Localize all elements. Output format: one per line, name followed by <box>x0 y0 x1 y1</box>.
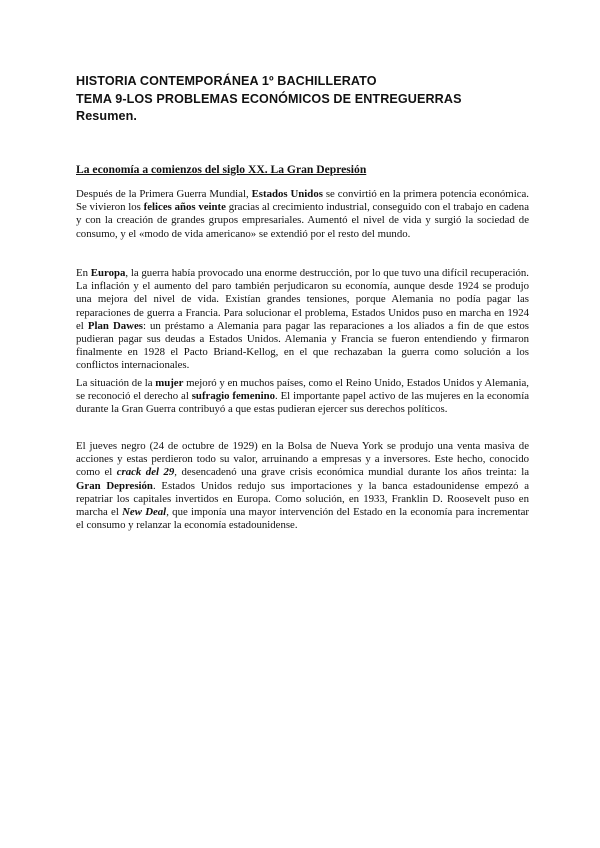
term-europa: Europa <box>90 267 126 279</box>
section-title: La economía a comienzos del siglo XX. La Gran Depresión <box>76 163 367 176</box>
term-new-deal: New Deal <box>122 506 167 519</box>
paragraph-crack <box>76 440 529 532</box>
term-crack-del-29: crack del 29 <box>116 466 175 479</box>
summary-label: Resumen. <box>76 109 137 123</box>
term-plan-dawes: Plan Dawes <box>87 319 143 332</box>
term-felices-anos-veinte: felices años veinte <box>143 201 226 214</box>
paragraph-europa <box>76 267 529 373</box>
unit-title: TEMA 9-LOS PROBLEMAS ECONÓMICOS DE ENTREGUERRAS <box>76 91 462 106</box>
text: . El importante papel activo de las mujeres en la economía durante la Gran Guerra contribuyó a que estas pudieran ejercer sus derechos políticos. <box>76 390 529 416</box>
text: se convirtió en la primera potencia económica. Se vivieron los <box>76 188 529 214</box>
term-mujer: mujer <box>155 377 184 389</box>
text: El jueves negro (24 de octubre de 1929) en la Bolsa de Nueva York se produjo una venta masiva de acciones y estas perdieron todo su valor, arruinando a empresas y a inversores. Este hecho, conocido como el <box>76 440 529 479</box>
term-sufragio-femenino: sufragio femenino <box>191 390 275 403</box>
text: , la guerra había provocado una enorme destrucción, por lo que tuvo una difícil recuperación. La inflación y el aumento del paro también perjudicaron su economía, aunque desde 1924 se produjo una mejora del nivel de vida. Existían grandes tensiones, porque Alemania no podía pagar las reparaciones de guerra a Francia. Para solucionar el problema, Estados Unidos puso en marcha en 1924 el <box>76 267 529 332</box>
text: , que imponía una mayor intervención del Estado en la economía para incrementar el consumo y relanzar la economía estadounidense. <box>76 506 529 532</box>
text: mejoró y en muchos países, como el Reino Unido, Estados Unidos y Alemania, se reconoció el derecho al <box>76 377 529 403</box>
text: . Estados Unidos redujo sus importaciones y la banca estadounidense empezó a repatriar los capitales invertidos en Europa. Como solución, en 1933, Franklin D. Roosevelt puso en marcha el <box>76 479 529 519</box>
text: Después de la Primera Guerra Mundial, <box>76 188 252 200</box>
paragraph-usa <box>76 188 529 241</box>
term-estados-unidos: Estados Unidos <box>251 188 323 200</box>
text: : un préstamo a Alemania para pagar las reparaciones a los aliados a fin de que estos pudieran pagar sus deudas a Estados Unidos. Alemania y Francia se fueron entendiendo y firmaron finalmente en 1928 el Pacto Briand-Kellog, en el que rechazaban la guerra como solución a los conflictos internacionales. <box>76 319 529 372</box>
text: En <box>76 267 91 279</box>
document-heading <box>76 73 546 126</box>
text: , desencadenó una grave crisis económica mundial durante los años treinta: la <box>174 466 529 479</box>
text: gracias al crecimiento industrial, conseguido con el trabajo en cadena y con la creación de grandes grupos empresariales. Aumentó el nivel de vida y surgió la sociedad de consumo, y el «modo de vida americano» se extendió por el resto del mundo. <box>76 201 529 240</box>
term-gran-depresion: Gran Depresión <box>76 479 153 492</box>
paragraph-mujer <box>76 377 529 417</box>
course-title: HISTORIA CONTEMPORÁNEA 1º BACHILLERATO <box>76 74 377 88</box>
text: La situación de la <box>76 377 156 389</box>
